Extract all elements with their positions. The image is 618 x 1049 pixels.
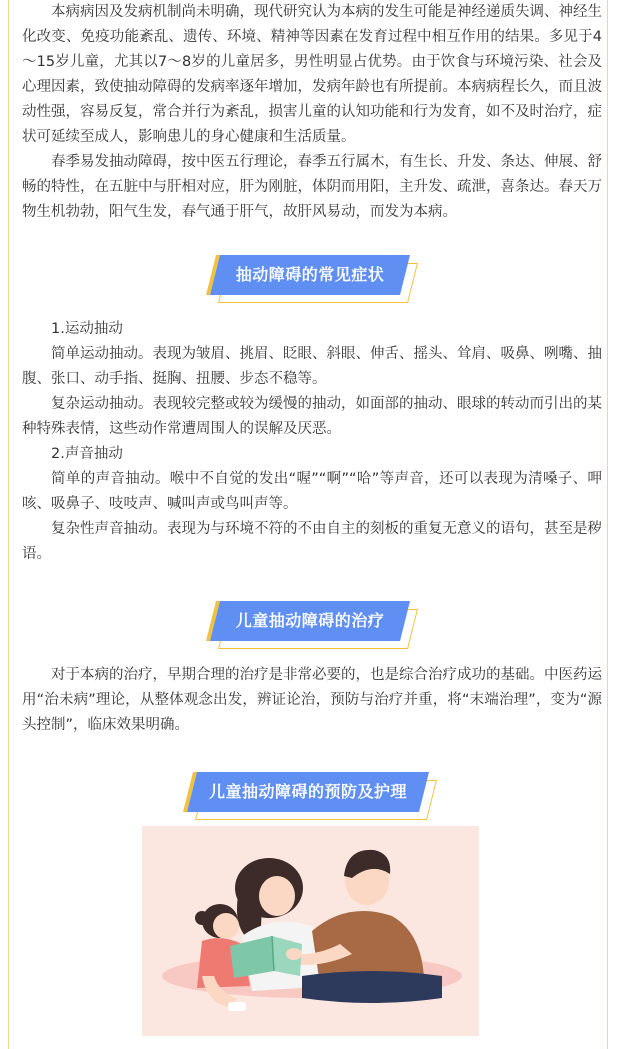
- symptoms-paragraph-3: 简单的声音抽动。喉中不自觉的发出“喔”“啊”“哈”等声音，还可以表现为清嗓子、呷咳、吸鼻子、吱吱声、喊叫声或鸟叫声等。: [22, 471, 602, 512]
- symptoms-paragraph-1: 简单运动抽动。表现为皱眉、挑眉、眨眼、斜眼、伸舌、摇头、耸肩、吸鼻、咧嘴、抽腹、张口、动手指、挺胸、扭腰、步态不稳等。: [22, 346, 602, 387]
- section-heading-prevention: [192, 772, 424, 812]
- section-title-symptoms: 抽动障碍的常见症状: [235, 265, 385, 284]
- section-heading-treatment: [215, 601, 405, 641]
- section-title-prevention: 儿童抽动障碍的预防及护理: [208, 782, 407, 801]
- section-title-treatment: 儿童抽动障碍的治疗: [235, 611, 385, 630]
- intro-paragraph-2: 春季易发抽动障碍，按中医五行理论，春季五行属木，有生长、升发、条达、伸展、舒畅的特性，在五脏中与肝相对应，肝为刚脏，体阴而用阳，主升发、疏泄，喜条达。春天万物生机勃勃，阳气生发，春气通于肝气，故肝风易动，而发为本病。: [22, 154, 602, 220]
- subheading-motor-tics: 1.运动抽动: [51, 321, 123, 337]
- intro-paragraph-1: 本病病因及发病机制尚未明确，现代研究认为本病的发生可能是神经递质失调、神经生化改变、免疫功能紊乱、遗传、环境、精神等因素在发育过程中相互作用的结果。多见于4～15岁儿童，尤其以7～8岁的儿童居多，男性明显占优势。由于饮食与环境污染、社会及心理因素，致使抽动障碍的发病率逐年增加，发病年龄也有所提前。本病病程长久，而且波动性强，容易反复，常合并行为紊乱，损害儿童的认知功能和行为发育，如不及时治疗，症状可延续至成人，影响患儿的身心健康和生活质量。: [22, 4, 602, 145]
- treatment-paragraph: 对于本病的治疗，早期合理的治疗是非常必要的，也是综合治疗成功的基础。中医药运用“治未病”理论，从整体观念出发，辨证论治，预防与治疗并重，将“末端治理”，变为“源头控制”，临床效果明确。: [22, 667, 602, 733]
- article-content: [22, 0, 602, 812]
- subheading-vocal-tics: 2.声音抽动: [51, 446, 123, 462]
- family-reading-illustration: [142, 826, 479, 1036]
- symptoms-paragraph-4: 复杂性声音抽动。表现为与环境不符的不由自主的刻板的重复无意义的语句，甚至是秽语。: [22, 521, 602, 562]
- family-reading-image: [142, 826, 479, 1036]
- section-heading-symptoms: [215, 255, 405, 295]
- symptoms-paragraph-2: 复杂运动抽动。表现较完整或较为缓慢的抽动，如面部的抽动、眼球的转动而引出的某种特殊表情，这些动作常遭周围人的误解及厌恶。: [22, 396, 602, 437]
